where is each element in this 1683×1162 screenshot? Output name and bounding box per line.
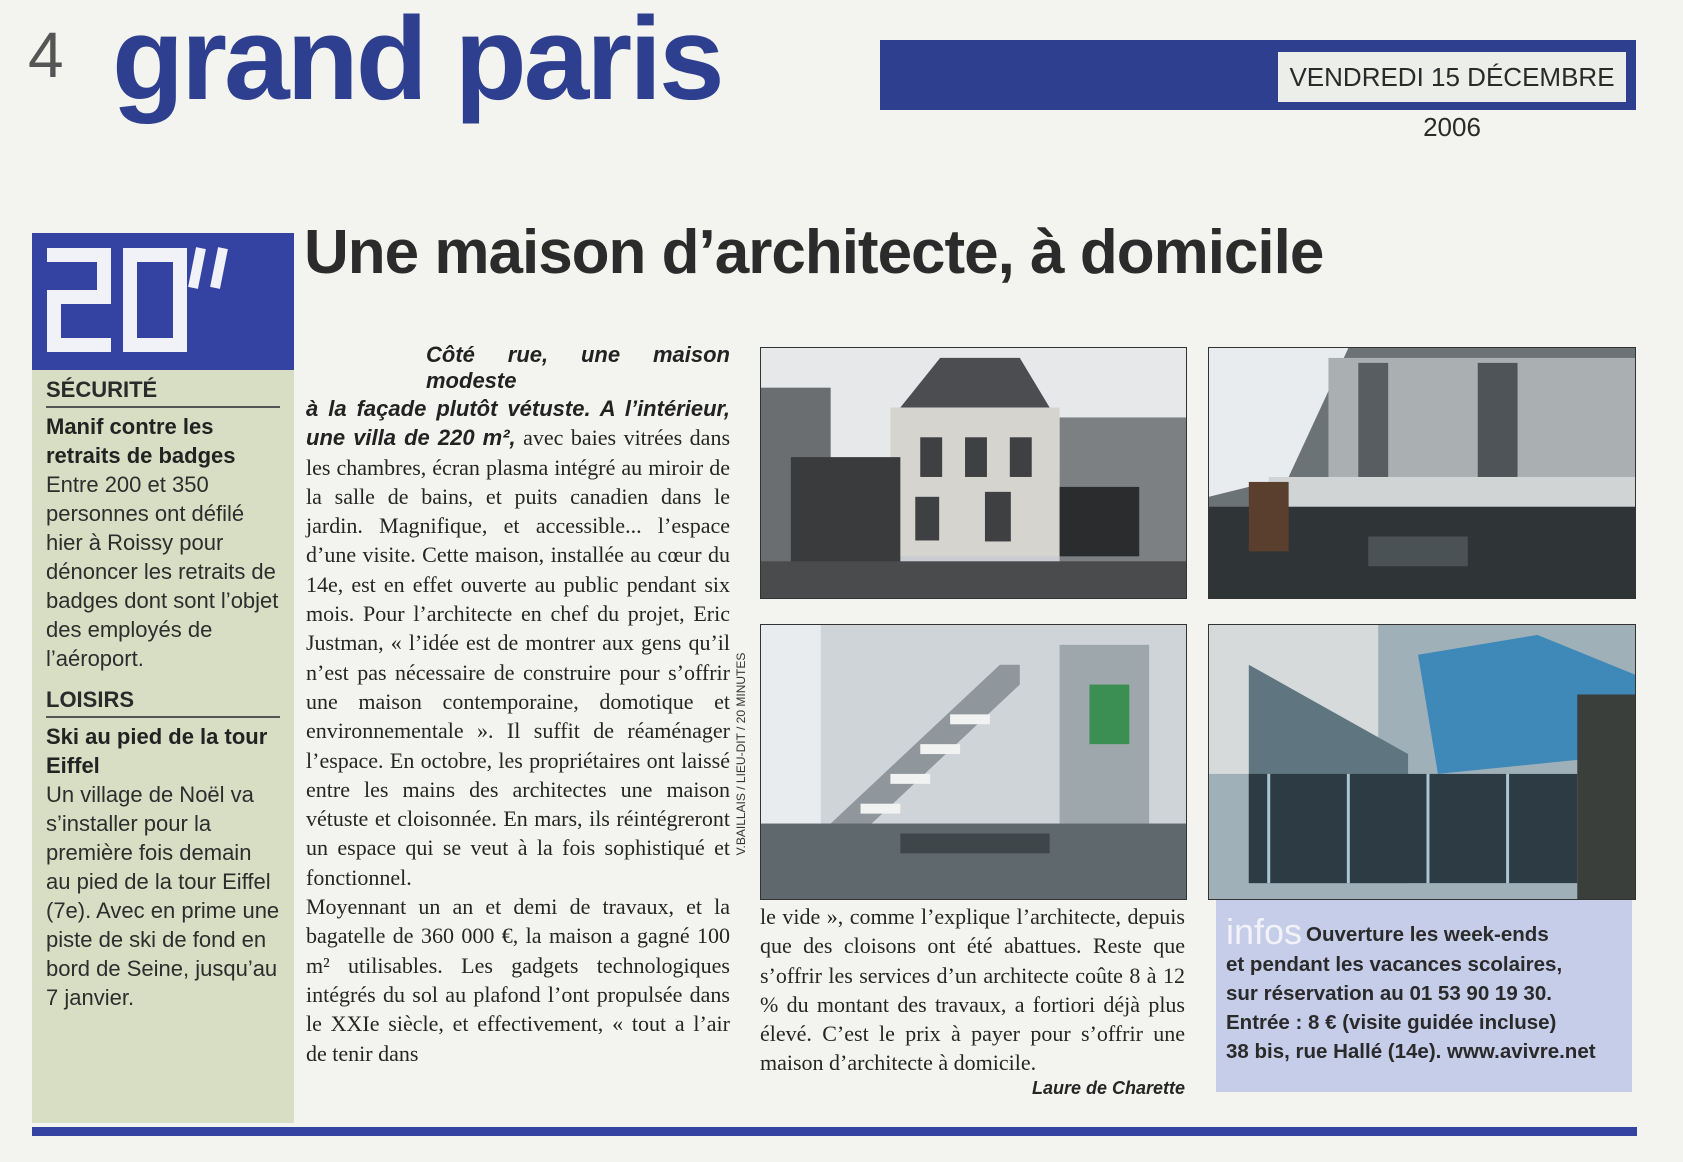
brief-body: Entre 200 et 350 personnes ont défilé hier à Roissy pour dénoncer les retraits de badges dont sont l’objet des employés de l’aéroport. — [46, 472, 279, 671]
article-body-continued: Moyennant un an et demi de travaux, et la bagatelle de 360 000 €, la maison a gagné 100 m² utilisables. Les gadgets technologiques intégrés du sol au plafond l’ont propulsée dans le XXIe siècle, et effectivement, « tout a l’air de tenir dans — [306, 894, 730, 1066]
photo-credit: V.BAILLAIS / LIEU-DIT / 20 MINUTES — [734, 652, 748, 856]
infos-box — [1216, 900, 1632, 1092]
brief-category: SÉCURITÉ — [46, 373, 280, 408]
article-column-2 — [760, 902, 1185, 1099]
issue-date: VENDREDI 15 DÉCEMBRE 2006 — [1278, 52, 1626, 102]
infos-line-1: Ouverture les week-ends — [1306, 923, 1549, 946]
article-author: Laure de Charette — [1031, 1077, 1185, 1098]
brief-loisirs — [32, 683, 294, 1012]
infos-line-5: 38 bis, rue Hallé (14e). www.avivre.net — [1226, 1040, 1596, 1063]
date-bar — [880, 40, 1636, 142]
news-brief-sidebar — [32, 233, 294, 1123]
article-body: avec baies vitrées dans les chambres, écran plasma intégré au miroir de la salle de bains, et puits canadien dans le jardin. Magnifique, et accessible... l’espace d’une visite. Cette maison, installée au cœur du 14e, est en effet ouverte au public pendant six mois. Pour l’architecte en chef du projet, Eric Justman, « l’idée est de montrer aux gens qu’il n’est pas nécessaire de construire pour s’offrir une maison contemporaine, domotique et environnementale ». Il suffit de réaménager l’espace. En octobre, les propriétaires ont laissé entre les mains des architectes une maison vétuste et cloisonnée. En mars, ils réintégreront un espace qui se veut à la fois sophistiqué et fonctionnel. — [306, 425, 731, 890]
infos-label: infos — [1226, 911, 1303, 952]
article-lede-line1: Côté rue, une maison modeste — [426, 342, 730, 393]
section-title: grand paris — [112, 0, 722, 125]
badge-20-logo-icon — [44, 241, 244, 361]
photo-staircase — [760, 624, 1187, 900]
brief-title: Ski au pied de la tour Eiffel — [46, 724, 268, 778]
article-body-col2: le vide », comme l’explique l’architecte, depuis que des cloisons ont été abattues. Reste que s’offrir les services d’un architecte coûte 8 à 12 % du montant des travaux, a fortiori déjà plus élevé. C’est le prix à payer pour s’offrir une maison d’architecte à domicile. — [760, 904, 1185, 1076]
article-lede: à la façade plutôt vétuste. A l’intérieur, une villa de 220 m², — [306, 396, 730, 451]
badge-20-seconds — [32, 233, 294, 370]
page-number: 4 — [28, 19, 64, 91]
brief-title: Manif contre les retraits de badges — [46, 414, 236, 468]
photo-glass-veranda — [1208, 624, 1636, 900]
brief-body: Un village de Noël va s’installer pour la première fois demain au pied de la tour Eiffel (7e). Avec en prime une piste de ski de fond en bord de Seine, jusqu’au 7 janvier. — [46, 782, 280, 1010]
infos-line-3: sur réservation au 01 53 90 19 30. — [1226, 982, 1552, 1005]
article-headline: Une maison d’architecte, à domicile — [304, 218, 1324, 287]
article-column-1 — [306, 342, 730, 1068]
photo-living-room — [1208, 347, 1636, 599]
infos-line-4: Entrée : 8 € (visite guidée incluse) — [1226, 1011, 1557, 1034]
bottom-rule — [32, 1127, 1637, 1136]
brief-securite — [32, 373, 294, 673]
brief-category: LOISIRS — [46, 683, 280, 718]
photo-house-exterior — [760, 347, 1187, 599]
infos-line-2: et pendant les vacances scolaires, — [1226, 953, 1563, 976]
